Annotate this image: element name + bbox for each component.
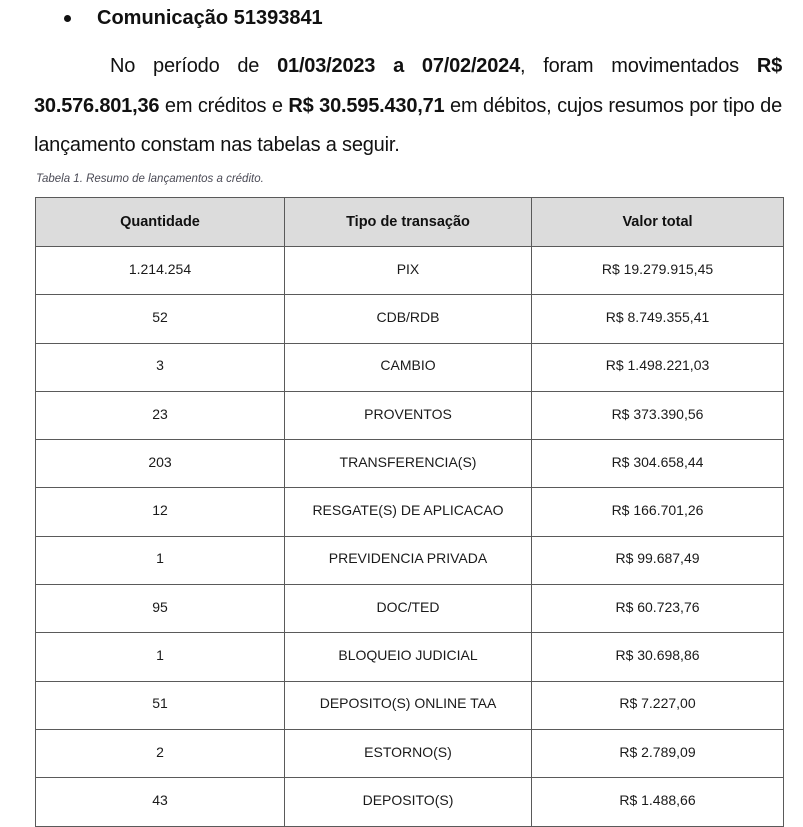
cell-tipo: RESGATE(S) DE APLICACAO xyxy=(285,488,532,536)
cell-quantidade: 2 xyxy=(36,729,285,777)
cell-valor: R$ 8.749.355,41 xyxy=(532,295,784,343)
cell-valor: R$ 1.498.221,03 xyxy=(532,343,784,391)
paragraph-text-1: No período de xyxy=(110,55,278,77)
column-header-valor: Valor total xyxy=(532,198,784,247)
table-row xyxy=(36,295,784,343)
cell-quantidade: 1 xyxy=(36,633,285,681)
column-header-tipo: Tipo de transação xyxy=(285,198,532,247)
table-row xyxy=(36,536,784,584)
cell-valor: R$ 19.279.915,45 xyxy=(532,247,784,295)
cell-quantidade: 23 xyxy=(36,391,285,439)
cell-tipo: CAMBIO xyxy=(285,343,532,391)
credits-total: R$ 30.576.801,36 xyxy=(34,55,782,117)
cell-quantidade: 12 xyxy=(36,488,285,536)
cell-tipo: DOC/TED xyxy=(285,585,532,633)
cell-tipo: PIX xyxy=(285,247,532,295)
cell-tipo: BLOQUEIO JUDICIAL xyxy=(285,633,532,681)
cell-tipo: ESTORNO(S) xyxy=(285,729,532,777)
credit-summary-table xyxy=(35,197,784,827)
table-row xyxy=(36,391,784,439)
table-row xyxy=(36,681,784,729)
table-row xyxy=(36,729,784,777)
column-header-quantidade: Quantidade xyxy=(36,198,285,247)
cell-tipo: TRANSFERENCIA(S) xyxy=(285,440,532,488)
section-heading xyxy=(64,5,323,31)
table-row xyxy=(36,343,784,391)
table-row xyxy=(36,633,784,681)
cell-tipo: PREVIDENCIA PRIVADA xyxy=(285,536,532,584)
cell-valor: R$ 7.227,00 xyxy=(532,681,784,729)
cell-valor: R$ 304.658,44 xyxy=(532,440,784,488)
paragraph-text-4: em débitos, cujos resumos por tipo de lançamento constam nas tabelas a seguir. xyxy=(34,94,782,156)
cell-valor: R$ 373.390,56 xyxy=(532,391,784,439)
table-row xyxy=(36,778,784,826)
cell-quantidade: 1.214.254 xyxy=(36,247,285,295)
cell-valor: R$ 2.789,09 xyxy=(532,729,784,777)
table-row xyxy=(36,488,784,536)
debits-total: R$ 30.595.430,71 xyxy=(288,94,445,117)
table-row xyxy=(36,247,784,295)
cell-quantidade: 95 xyxy=(36,585,285,633)
paragraph-text-2: , foram movimentados xyxy=(520,55,757,77)
cell-quantidade: 203 xyxy=(36,440,285,488)
table-caption: Tabela 1. Resumo de lançamentos a crédito. xyxy=(36,173,264,185)
bullet-icon xyxy=(64,15,71,22)
cell-tipo: DEPOSITO(S) ONLINE TAA xyxy=(285,681,532,729)
period-range: 01/03/2023 a 07/02/2024 xyxy=(277,55,521,77)
cell-tipo: PROVENTOS xyxy=(285,391,532,439)
cell-valor: R$ 60.723,76 xyxy=(532,585,784,633)
cell-quantidade: 43 xyxy=(36,778,285,826)
table-row xyxy=(36,440,784,488)
paragraph-text-3: em créditos e xyxy=(159,94,289,117)
cell-valor: R$ 1.488,66 xyxy=(532,778,784,826)
cell-quantidade: 52 xyxy=(36,295,285,343)
section-title: Comunicação 51393841 xyxy=(97,7,323,29)
cell-quantidade: 3 xyxy=(36,343,285,391)
cell-valor: R$ 166.701,26 xyxy=(532,488,784,536)
table-header-row xyxy=(36,198,784,247)
cell-tipo: DEPOSITO(S) xyxy=(285,778,532,826)
table-row xyxy=(36,585,784,633)
summary-paragraph xyxy=(34,47,782,166)
cell-quantidade: 1 xyxy=(36,536,285,584)
cell-valor: R$ 30.698,86 xyxy=(532,633,784,681)
cell-tipo: CDB/RDB xyxy=(285,295,532,343)
cell-quantidade: 51 xyxy=(36,681,285,729)
cell-valor: R$ 99.687,49 xyxy=(532,536,784,584)
